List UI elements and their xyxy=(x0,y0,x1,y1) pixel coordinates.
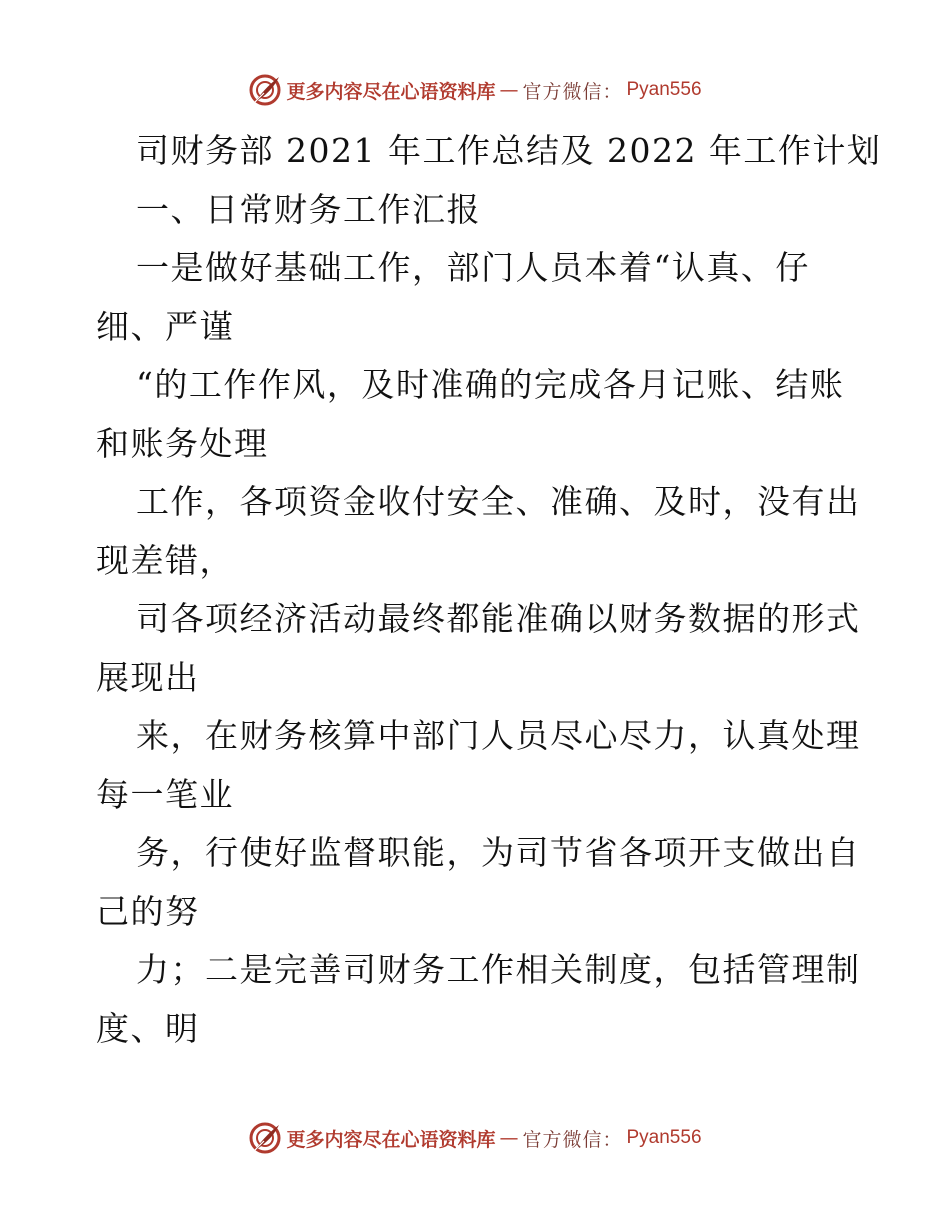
section-heading: 一、日常财务工作汇报 xyxy=(136,189,481,229)
paragraph-line: 和账务处理 xyxy=(96,423,269,463)
watermark-dash: — xyxy=(499,79,519,101)
paragraph-line: 每一笔业 xyxy=(96,774,234,814)
feather-quill-logo-icon xyxy=(248,73,282,107)
watermark-official-label: 官方微信： xyxy=(522,80,623,103)
paragraph-line: 细、严谨 xyxy=(96,306,234,346)
paragraph-line: 力；二是完善司财务工作相关制度，包括管理制 xyxy=(136,950,861,989)
footer-watermark xyxy=(0,1118,950,1158)
watermark-site-text: 更多内容尽在心语资料库 xyxy=(286,80,496,103)
header-watermark xyxy=(0,70,950,110)
paragraph-line: 度、明 xyxy=(96,1008,200,1048)
paragraph-line: 工作，各项资金收付安全、准确、及时，没有出 xyxy=(136,482,861,521)
paragraph-line: 务，行使好监督职能，为司节省各项开支做出自 xyxy=(136,833,861,872)
watermark-wechat-id: Pyan556 xyxy=(626,79,702,100)
watermark-wechat-id: Pyan556 xyxy=(626,1127,702,1148)
watermark-dash: — xyxy=(499,1127,519,1149)
document-title: 司财务部 2021 年工作总结及 2022 年工作计划 xyxy=(136,131,882,170)
paragraph-line: 现差错， xyxy=(96,540,234,580)
watermark-official-label: 官方微信： xyxy=(522,1128,623,1151)
watermark-site-text: 更多内容尽在心语资料库 xyxy=(286,1128,496,1151)
paragraph-line: 司各项经济活动最终都能准确以财务数据的形式 xyxy=(136,599,861,638)
paragraph-line: 来，在财务核算中部门人员尽心尽力，认真处理 xyxy=(136,716,861,755)
paragraph-line: “的工作作风，及时准确的完成各月记账、结账 xyxy=(136,365,845,404)
document-body xyxy=(96,122,882,1058)
feather-quill-logo-icon xyxy=(248,1121,282,1155)
paragraph-line: 展现出 xyxy=(96,657,200,697)
paragraph-line: 一是做好基础工作，部门人员本着“认真、仔 xyxy=(136,248,810,287)
paragraph-line: 己的努 xyxy=(96,891,200,931)
